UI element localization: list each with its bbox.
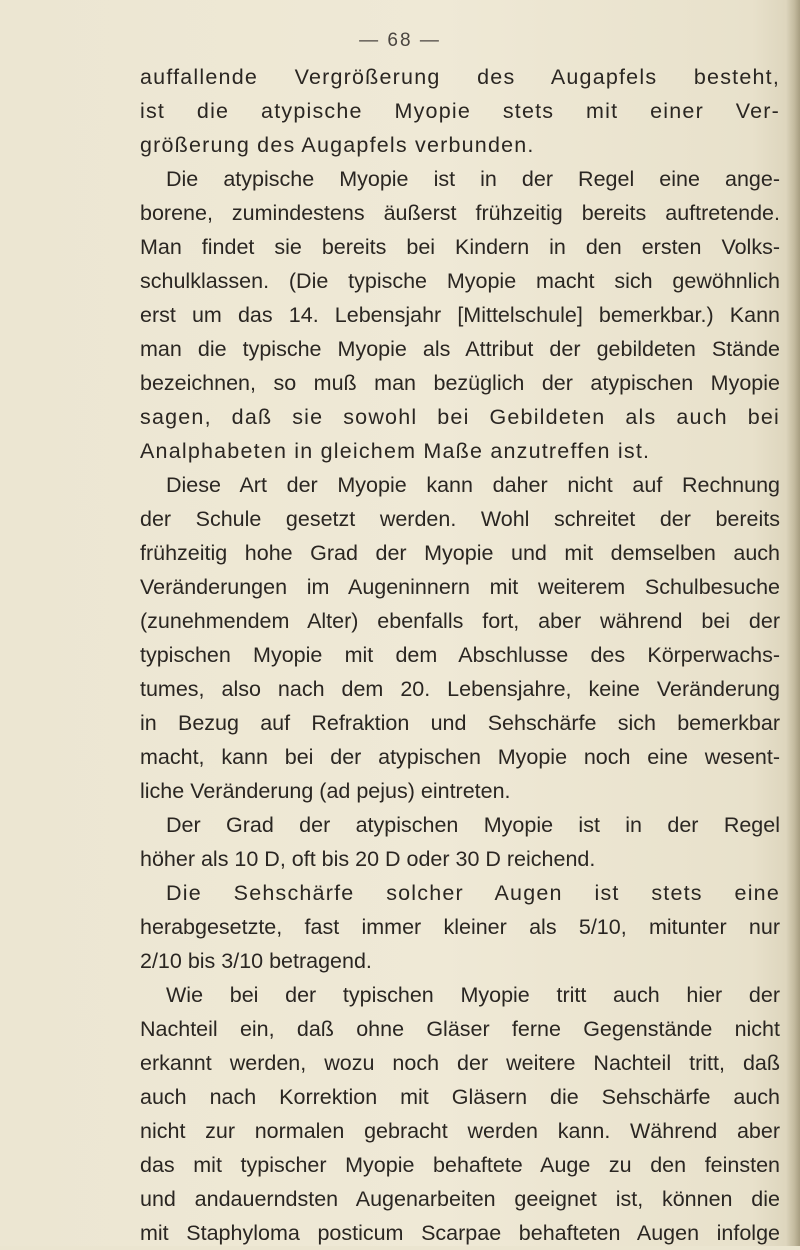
text-line: Wie bei der typischen Myopie tritt auch hier der xyxy=(166,983,780,1007)
text-line: nicht zur normalen gebracht werden kann. Während aber xyxy=(140,1119,780,1143)
text-line: auch nach Korrektion mit Gläsern die Sehschärfe auch xyxy=(140,1085,780,1109)
text-line: größerung des Augapfels verbunden. xyxy=(140,133,535,157)
text-line: das mit typischer Myopie behaftete Auge zu den feinsten xyxy=(140,1153,780,1177)
text-line: Nachteil ein, daß ohne Gläser ferne Gegenstände nicht xyxy=(140,1017,780,1041)
text-line: Der Grad der atypischen Myopie ist in der Regel xyxy=(166,813,780,837)
text-line: man die typische Myopie als Attribut der gebildeten Stände xyxy=(140,337,780,361)
text-line: frühzeitig hohe Grad der Myopie und mit demselben auch xyxy=(140,541,780,565)
text-line: höher als 10 D, oft bis 20 D oder 30 D reichend. xyxy=(140,847,596,871)
text-line: in Bezug auf Refraktion und Sehschärfe sich bemerkbar xyxy=(140,711,780,735)
text-line: Die atypische Myopie ist in der Regel eine ange- xyxy=(166,167,780,191)
text-line: sagen, daß sie sowohl bei Gebildeten als auch bei xyxy=(140,405,780,429)
text-line: Veränderungen im Augeninnern mit weiterem Schulbesuche xyxy=(140,575,780,599)
text-line: 2/10 bis 3/10 betragend. xyxy=(140,949,372,973)
text-line: der Schule gesetzt werden. Wohl schreitet der bereits xyxy=(140,507,780,531)
text-line: bezeichnen, so muß man bezüglich der atypischen Myopie xyxy=(140,371,780,395)
text-line: Analphabeten in gleichem Maße anzutreffen ist. xyxy=(140,439,651,463)
text-line: liche Veränderung (ad pejus) eintreten. xyxy=(140,779,511,803)
text-line: Die Sehschärfe solcher Augen ist stets eine xyxy=(166,881,780,905)
text-line: herabgesetzte, fast immer kleiner als 5/10, mitunter nur xyxy=(140,915,780,939)
text-line: typischen Myopie mit dem Abschlusse des Körperwachs- xyxy=(140,643,780,667)
text-line: und andauerndsten Augenarbeiten geeignet ist, können die xyxy=(140,1187,780,1211)
text-line: mit Staphyloma posticum Scarpae behafteten Augen infolge xyxy=(140,1221,780,1245)
text-line: schulklassen. (Die typische Myopie macht sich gewöhnlich xyxy=(140,269,780,293)
text-line: Diese Art der Myopie kann daher nicht auf Rechnung xyxy=(166,473,780,497)
text-line: auffallende Vergrößerung des Augapfels besteht, xyxy=(140,65,780,89)
text-line: tumes, also nach dem 20. Lebensjahre, keine Veränderung xyxy=(140,677,780,701)
text-line: (zunehmendem Alter) ebenfalls fort, aber während bei der xyxy=(140,609,780,633)
page-number: — 68 — xyxy=(359,30,441,51)
page-edge-shadow xyxy=(786,0,800,1246)
text-line: Man findet sie bereits bei Kindern in den ersten Volks- xyxy=(140,235,780,259)
text-line: erst um das 14. Lebensjahr [Mittelschule] bemerkbar.) Kann xyxy=(140,303,780,327)
text-line: borene, zumindestens äußerst frühzeitig bereits auftretende. xyxy=(140,201,780,225)
text-line: ist die atypische Myopie stets mit einer Ver- xyxy=(140,99,780,123)
text-line: macht, kann bei der atypischen Myopie noch eine wesent- xyxy=(140,745,780,769)
text-line: erkannt werden, wozu noch der weitere Nachteil tritt, daß xyxy=(140,1051,780,1075)
